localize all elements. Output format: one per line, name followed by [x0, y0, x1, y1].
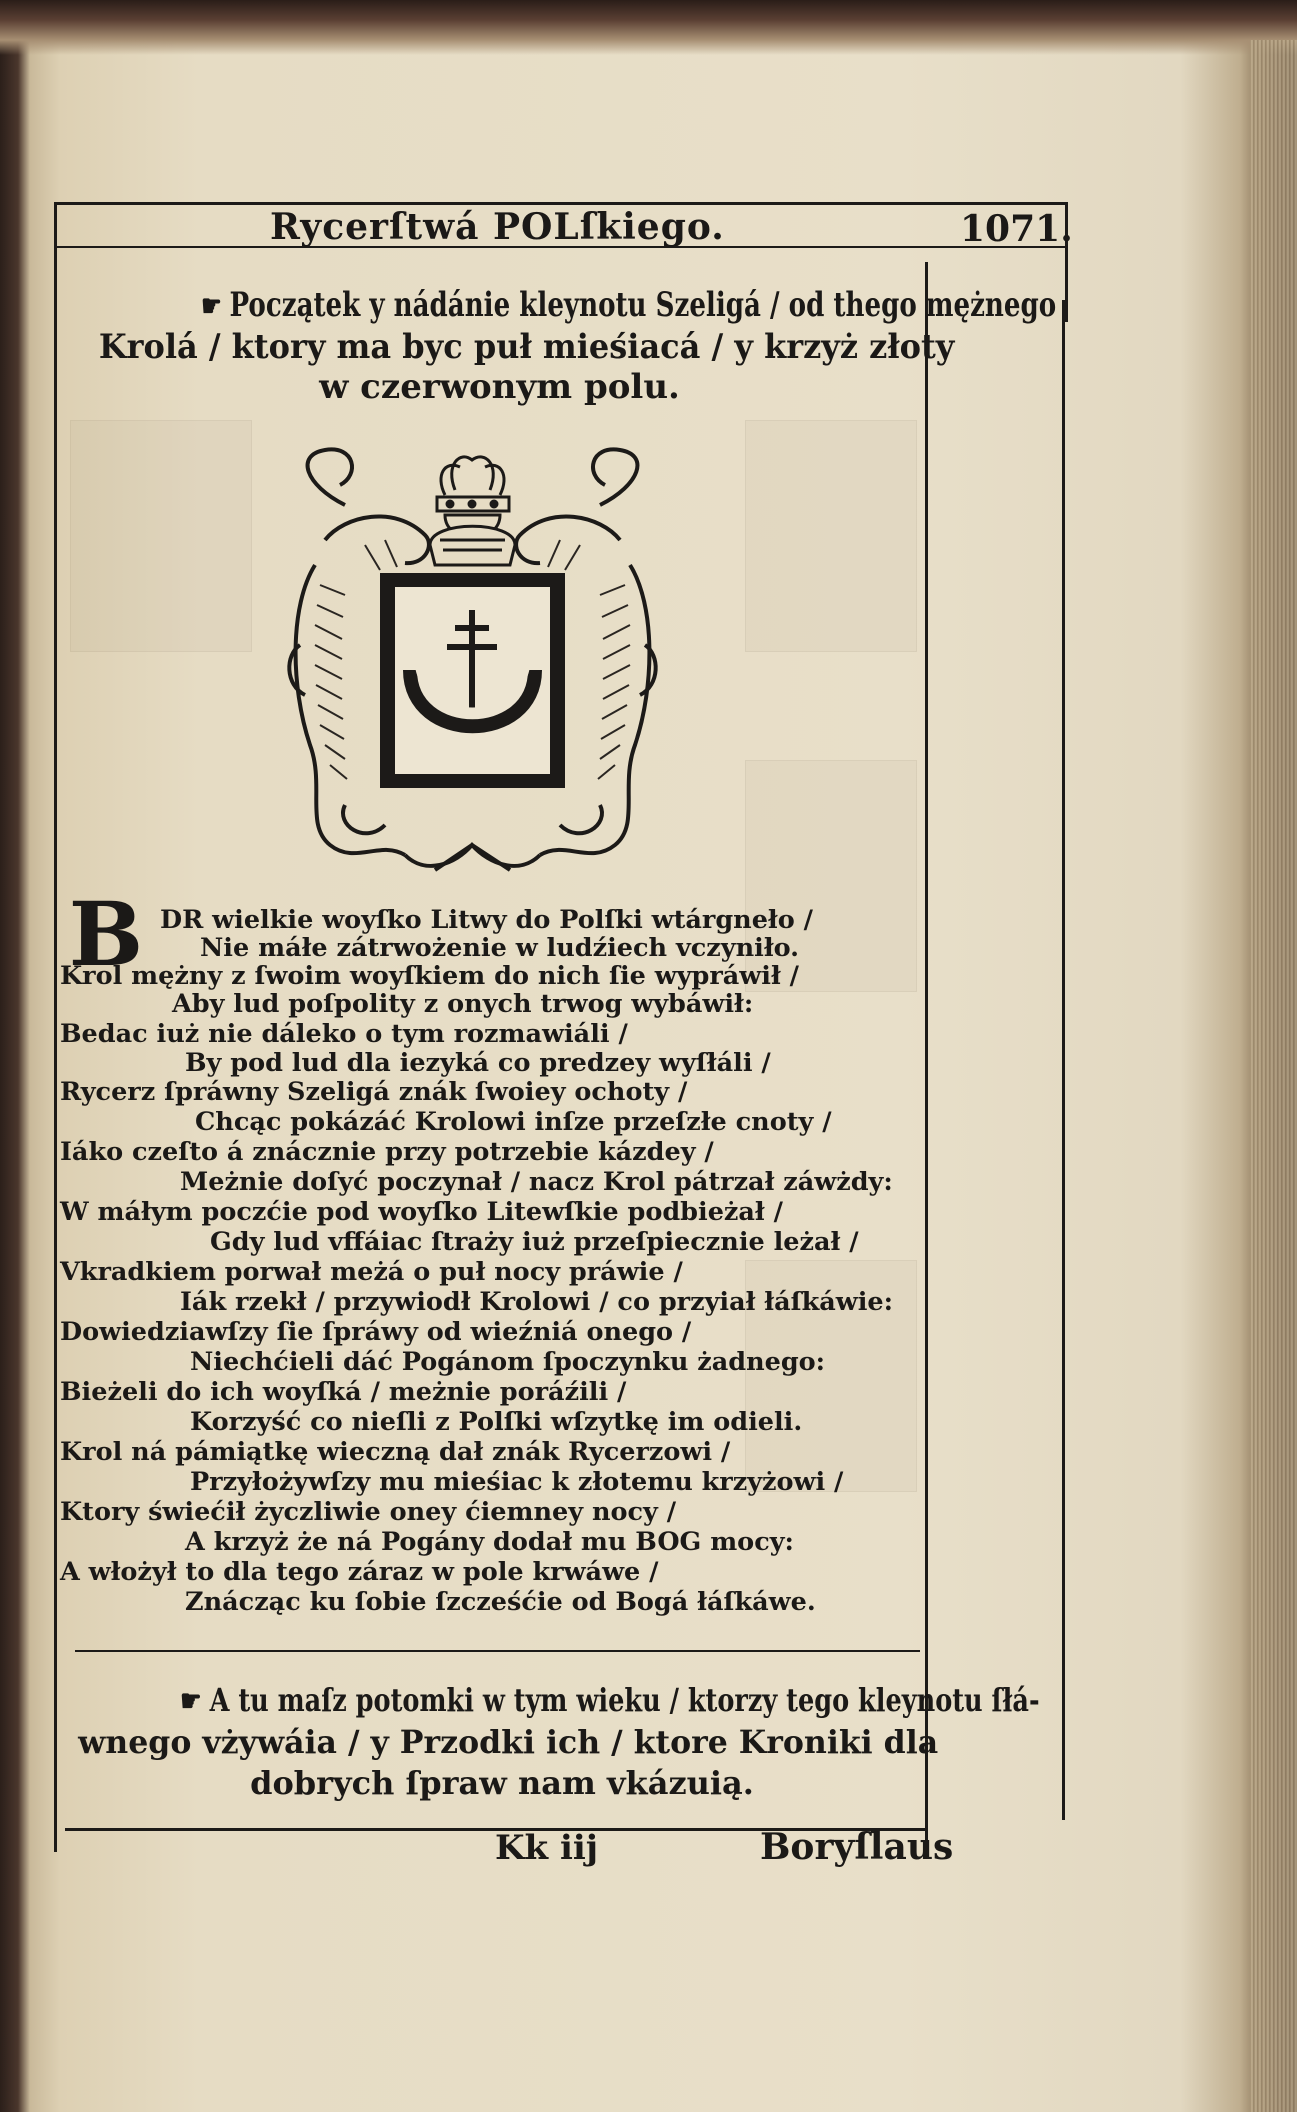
- poem-line: Dowiedziawſzy ſie ſpráwy od wieźniá onego /: [60, 1317, 692, 1347]
- poem-line: Iák rzekł / przywiodł Krolowi / co przyiał łáſkáwie:: [180, 1287, 894, 1317]
- poem-line: Bieżeli do ich woyſká / meżnie poráźili /: [60, 1377, 627, 1407]
- poem-line: Aby lud poſpolity z onych trwog wybáwił:: [172, 989, 754, 1019]
- poem-line: Nie máłe zátrwożenie w ludźiech vczyniło.: [200, 933, 800, 963]
- heading-line-1-text: Początek y nádánie kleynotu Szeligá / od thego mężnego: [229, 285, 1057, 325]
- crown-and-plumes: [437, 457, 509, 511]
- poem-line: Meżnie doſyć poczynał / nacz Krol pátrzał záwżdy:: [180, 1167, 893, 1197]
- manicule-icon: ☛: [180, 1684, 202, 1719]
- heading-line-1: [72, 285, 1057, 327]
- poem-line: Znácząc ku ſobie ſzcześćie od Bogá łáſkáwe.: [185, 1587, 816, 1617]
- closing-note: [72, 1680, 1040, 1804]
- poem-line: Chcąc pokázáć Krolowi inſze przeſzłe cnoty /: [195, 1107, 832, 1137]
- poem-line: DR wielkie woyſko Litwy do Polſki wtárgneło /: [160, 905, 813, 935]
- page-number: 1071.: [960, 208, 1073, 250]
- frame-rule-right-outer: [1062, 300, 1065, 1820]
- poem-line: Iáko czeſto á znácznie przy potrzebie kázdey /: [60, 1137, 714, 1167]
- poem-line: Krol ná pámiątkę wieczną dał znák Rycerzowi /: [60, 1437, 731, 1467]
- section-heading: [72, 285, 1057, 407]
- heading-line-3: w czerwonym polu.: [319, 367, 680, 407]
- closing-line-1: [72, 1680, 1040, 1722]
- closing-line-3: dobrych ſpraw nam vkázuią.: [250, 1764, 754, 1802]
- closing-line-1-text: A tu maſz potomki w tym wieku / ktorzy tego kleynotu ſłá-: [209, 1681, 1040, 1719]
- frame-rule-right-inner: [925, 262, 928, 1842]
- poem-line: Korzyść co nieſli z Polſki wſzytkę im odieli.: [190, 1407, 803, 1437]
- frame-rule-top: [55, 202, 1067, 205]
- manicule-icon: ☛: [201, 289, 222, 324]
- frame-rule-left: [54, 202, 57, 1852]
- szeliga-coat-of-arms-woodcut: [285, 445, 660, 885]
- drop-capital: B: [68, 882, 144, 986]
- catchword: Boryſlaus: [760, 1826, 954, 1868]
- poem-line: Bedac iuż nie dáleko o tym rozmawiáli /: [60, 1019, 628, 1049]
- poem-line: A włożył to dla tego záraz w pole krwáwe /: [60, 1557, 659, 1587]
- poem-line: Przyłożywſzy mu mieśiac k złotemu krzyżowi /: [190, 1467, 844, 1497]
- poem-line: Krol mężny z ſwoim woyſkiem do nich ſie wypráwił /: [60, 961, 799, 991]
- closing-line-2: wnego vżywáia / y Przodki ich / ktore Kroniki dla: [78, 1723, 939, 1761]
- show-through: [745, 420, 917, 652]
- frame-rule-bottom-inner: [75, 1650, 920, 1652]
- poem-line: Ktory świećił życzliwie oney ćiemney nocy /: [60, 1497, 677, 1527]
- poem-line: By pod lud dla iezyká co predzey wyſłáli /: [185, 1048, 771, 1078]
- poem-line: Vkradkiem porwał meżá o puł nocy práwie /: [60, 1257, 683, 1287]
- show-through: [70, 420, 252, 652]
- helmet-icon: [430, 515, 515, 565]
- poem-line: Rycerz ſpráwny Szeligá znák ſwoiey ochoty /: [60, 1077, 688, 1107]
- poem-line: W máłym poczćie pod woyſko Litewſkie podbieżał /: [60, 1197, 783, 1227]
- running-head: Rycerſtwá POLſkiego.: [270, 206, 725, 248]
- poem-line: Gdy lud vffáiac ſtraży iuż przeſpiecznie leżał /: [210, 1227, 859, 1257]
- poem-line: A krzyż że ná Pogány dodał mu BOG mocy:: [185, 1527, 794, 1557]
- poem-line: Niechćieli dáć Pogánom ſpoczynku żadnego:: [190, 1347, 826, 1377]
- signature-mark: Kk iij: [495, 1828, 599, 1868]
- heading-line-2: Krolá / ktory ma byc puł mieśiacá / y krzyż złoty: [98, 327, 955, 367]
